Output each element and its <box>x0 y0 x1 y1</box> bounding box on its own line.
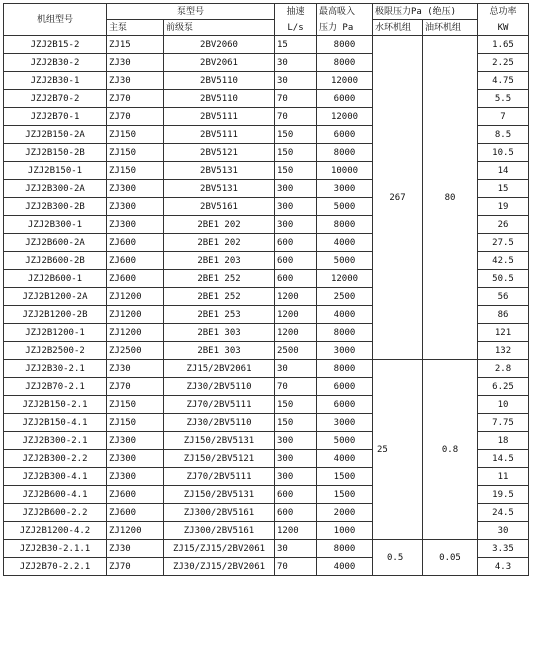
cell-model: JZJ2B70-2.1 <box>4 378 107 396</box>
cell-speed: 70 <box>275 108 317 126</box>
cell-total-power: 42.5 <box>478 252 529 270</box>
cell-total-power: 5.5 <box>478 90 529 108</box>
cell-speed: 70 <box>275 378 317 396</box>
cell-model: JZJ2B600-4.1 <box>4 486 107 504</box>
cell-main-pump: ZJ300 <box>107 432 164 450</box>
cell-total-power: 11 <box>478 468 529 486</box>
cell-max-pressure: 8000 <box>317 54 373 72</box>
cell-total-power: 14 <box>478 162 529 180</box>
cell-main-pump: ZJ150 <box>107 162 164 180</box>
cell-pre-pump: ZJ30/2BV5110 <box>164 378 275 396</box>
header-speed <box>275 4 317 36</box>
cell-model: JZJ2B600-2.2 <box>4 504 107 522</box>
cell-max-pressure: 4000 <box>317 306 373 324</box>
cell-total-power: 18 <box>478 432 529 450</box>
cell-pre-pump: 2BE1 202 <box>164 216 275 234</box>
cell-main-pump: ZJ1200 <box>107 522 164 540</box>
cell-main-pump: ZJ300 <box>107 450 164 468</box>
cell-max-pressure: 5000 <box>317 252 373 270</box>
cell-model: JZJ2B1200-2B <box>4 306 107 324</box>
cell-speed: 2500 <box>275 342 317 360</box>
cell-speed: 300 <box>275 450 317 468</box>
cell-pre-pump: 2BV5110 <box>164 72 275 90</box>
cell-total-power: 7 <box>478 108 529 126</box>
cell-total-power: 121 <box>478 324 529 342</box>
cell-max-pressure: 6000 <box>317 378 373 396</box>
cell-total-power: 19.5 <box>478 486 529 504</box>
cell-speed: 30 <box>275 360 317 378</box>
cell-max-pressure: 12000 <box>317 72 373 90</box>
cell-speed: 150 <box>275 144 317 162</box>
cell-total-power: 19 <box>478 198 529 216</box>
cell-main-pump: ZJ600 <box>107 234 164 252</box>
cell-main-pump: ZJ150 <box>107 144 164 162</box>
header-oil-ring: 油环机组 <box>423 20 478 36</box>
cell-main-pump: ZJ300 <box>107 216 164 234</box>
cell-main-pump: ZJ300 <box>107 468 164 486</box>
cell-max-pressure: 6000 <box>317 396 373 414</box>
header-speed-line2: L/s <box>287 22 304 33</box>
cell-max-pressure: 2500 <box>317 288 373 306</box>
cell-total-power: 4.3 <box>478 558 529 576</box>
cell-max-pressure: 2000 <box>317 504 373 522</box>
cell-total-power: 56 <box>478 288 529 306</box>
cell-speed: 1200 <box>275 306 317 324</box>
cell-model: JZJ2B2500-2 <box>4 342 107 360</box>
cell-pre-pump: 2BV5131 <box>164 162 275 180</box>
cell-max-pressure: 5000 <box>317 198 373 216</box>
cell-main-pump: ZJ600 <box>107 252 164 270</box>
cell-pre-pump: 2BV2060 <box>164 36 275 54</box>
cell-model: JZJ2B600-1 <box>4 270 107 288</box>
cell-total-power: 7.75 <box>478 414 529 432</box>
cell-model: JZJ2B30-1 <box>4 72 107 90</box>
cell-speed: 150 <box>275 162 317 180</box>
cell-model: JZJ2B150-1 <box>4 162 107 180</box>
header-power <box>478 4 529 36</box>
header-max-pressure-line2: 压力 Pa <box>319 22 354 33</box>
cell-pre-pump: 2BE1 203 <box>164 252 275 270</box>
cell-model: JZJ2B150-4.1 <box>4 414 107 432</box>
cell-pre-pump: 2BV5121 <box>164 144 275 162</box>
cell-main-pump: ZJ15 <box>107 36 164 54</box>
cell-speed: 600 <box>275 504 317 522</box>
header-limit-pressure: 极限压力Pa (绝压) <box>373 4 478 20</box>
cell-total-power: 132 <box>478 342 529 360</box>
cell-main-pump: ZJ1200 <box>107 306 164 324</box>
cell-total-power: 8.5 <box>478 126 529 144</box>
cell-total-power: 30 <box>478 522 529 540</box>
cell-pre-pump: 2BV5111 <box>164 108 275 126</box>
cell-pre-pump: 2BE1 202 <box>164 234 275 252</box>
cell-speed: 300 <box>275 432 317 450</box>
cell-pre-pump: ZJ30/2BV5110 <box>164 414 275 432</box>
cell-pre-pump: ZJ30/ZJ15/2BV2061 <box>164 558 275 576</box>
cell-speed: 70 <box>275 90 317 108</box>
table-row <box>4 360 529 378</box>
cell-total-power: 1.65 <box>478 36 529 54</box>
cell-speed: 150 <box>275 126 317 144</box>
cell-speed: 600 <box>275 270 317 288</box>
cell-max-pressure: 10000 <box>317 162 373 180</box>
cell-pre-pump: 2BE1 303 <box>164 324 275 342</box>
cell-oil-ring-limit: 0.8 <box>423 360 478 540</box>
table-row <box>4 540 529 558</box>
cell-total-power: 86 <box>478 306 529 324</box>
cell-speed: 150 <box>275 396 317 414</box>
cell-pre-pump: 2BE1 252 <box>164 288 275 306</box>
cell-oil-ring-limit: 0.05 <box>423 540 478 576</box>
cell-main-pump: ZJ150 <box>107 396 164 414</box>
cell-main-pump: ZJ150 <box>107 414 164 432</box>
cell-max-pressure: 6000 <box>317 126 373 144</box>
cell-speed: 30 <box>275 72 317 90</box>
cell-max-pressure: 8000 <box>317 36 373 54</box>
header-pump-type: 泵型号 <box>107 4 275 20</box>
cell-main-pump: ZJ2500 <box>107 342 164 360</box>
cell-speed: 70 <box>275 558 317 576</box>
cell-speed: 30 <box>275 540 317 558</box>
cell-max-pressure: 12000 <box>317 108 373 126</box>
cell-speed: 300 <box>275 198 317 216</box>
cell-speed: 15 <box>275 36 317 54</box>
cell-main-pump: ZJ300 <box>107 180 164 198</box>
cell-water-ring-limit: 0.5 <box>373 540 423 576</box>
header-model: 机组型号 <box>4 4 107 36</box>
cell-pre-pump: 2BV2061 <box>164 54 275 72</box>
cell-model: JZJ2B300-2B <box>4 198 107 216</box>
cell-model: JZJ2B1200-1 <box>4 324 107 342</box>
cell-speed: 1200 <box>275 324 317 342</box>
cell-model: JZJ2B300-2.2 <box>4 450 107 468</box>
cell-main-pump: ZJ70 <box>107 108 164 126</box>
cell-speed: 30 <box>275 54 317 72</box>
cell-model: JZJ2B600-2A <box>4 234 107 252</box>
cell-max-pressure: 12000 <box>317 270 373 288</box>
cell-speed: 300 <box>275 216 317 234</box>
cell-model: JZJ2B1200-4.2 <box>4 522 107 540</box>
cell-speed: 600 <box>275 252 317 270</box>
cell-speed: 300 <box>275 468 317 486</box>
cell-max-pressure: 4000 <box>317 450 373 468</box>
cell-total-power: 24.5 <box>478 504 529 522</box>
cell-main-pump: ZJ600 <box>107 504 164 522</box>
cell-total-power: 3.35 <box>478 540 529 558</box>
cell-pre-pump: ZJ150/2BV5131 <box>164 432 275 450</box>
spec-table-wrapper <box>3 3 529 576</box>
cell-max-pressure: 1500 <box>317 486 373 504</box>
cell-speed: 1200 <box>275 522 317 540</box>
cell-main-pump: ZJ300 <box>107 198 164 216</box>
cell-total-power: 10 <box>478 396 529 414</box>
cell-pre-pump: ZJ15/ZJ15/2BV2061 <box>164 540 275 558</box>
cell-main-pump: ZJ1200 <box>107 324 164 342</box>
cell-max-pressure: 3000 <box>317 180 373 198</box>
cell-model: JZJ2B70-2.2.1 <box>4 558 107 576</box>
cell-pre-pump: ZJ300/2BV5161 <box>164 504 275 522</box>
header-power-line1: 总功率 <box>489 6 517 17</box>
cell-model: JZJ2B300-1 <box>4 216 107 234</box>
cell-model: JZJ2B300-4.1 <box>4 468 107 486</box>
cell-total-power: 2.8 <box>478 360 529 378</box>
cell-max-pressure: 8000 <box>317 540 373 558</box>
cell-water-ring-limit: 267 <box>373 36 423 360</box>
cell-model: JZJ2B30-2 <box>4 54 107 72</box>
cell-speed: 600 <box>275 234 317 252</box>
cell-model: JZJ2B30-2.1.1 <box>4 540 107 558</box>
header-max-pressure-line1: 最高吸入 <box>319 6 356 17</box>
cell-speed: 1200 <box>275 288 317 306</box>
cell-main-pump: ZJ30 <box>107 72 164 90</box>
table-row <box>4 36 529 54</box>
cell-max-pressure: 4000 <box>317 558 373 576</box>
cell-main-pump: ZJ30 <box>107 540 164 558</box>
cell-water-ring-limit: 25 <box>373 360 423 540</box>
cell-model: JZJ2B1200-2A <box>4 288 107 306</box>
header-main-pump: 主泵 <box>107 20 164 36</box>
cell-pre-pump: ZJ300/2BV5161 <box>164 522 275 540</box>
cell-pre-pump: ZJ150/2BV5121 <box>164 450 275 468</box>
cell-main-pump: ZJ70 <box>107 378 164 396</box>
cell-total-power: 2.25 <box>478 54 529 72</box>
cell-speed: 150 <box>275 414 317 432</box>
cell-oil-ring-limit: 80 <box>423 36 478 360</box>
cell-total-power: 15 <box>478 180 529 198</box>
cell-pre-pump: 2BV5111 <box>164 126 275 144</box>
cell-max-pressure: 6000 <box>317 90 373 108</box>
cell-max-pressure: 1500 <box>317 468 373 486</box>
header-pre-pump: 前级泵 <box>164 20 275 36</box>
cell-max-pressure: 8000 <box>317 324 373 342</box>
cell-max-pressure: 8000 <box>317 360 373 378</box>
cell-pre-pump: ZJ150/2BV5131 <box>164 486 275 504</box>
cell-main-pump: ZJ30 <box>107 54 164 72</box>
cell-pre-pump: ZJ70/2BV5111 <box>164 396 275 414</box>
header-row-1 <box>4 4 529 20</box>
cell-model: JZJ2B150-2B <box>4 144 107 162</box>
cell-pre-pump: 2BE1 252 <box>164 270 275 288</box>
cell-total-power: 27.5 <box>478 234 529 252</box>
cell-total-power: 26 <box>478 216 529 234</box>
cell-pre-pump: 2BE1 253 <box>164 306 275 324</box>
cell-main-pump: ZJ600 <box>107 270 164 288</box>
cell-pre-pump: ZJ70/2BV5111 <box>164 468 275 486</box>
cell-model: JZJ2B70-2 <box>4 90 107 108</box>
cell-total-power: 6.25 <box>478 378 529 396</box>
cell-model: JZJ2B15-2 <box>4 36 107 54</box>
cell-main-pump: ZJ70 <box>107 90 164 108</box>
cell-pre-pump: 2BV5110 <box>164 90 275 108</box>
cell-main-pump: ZJ1200 <box>107 288 164 306</box>
cell-total-power: 14.5 <box>478 450 529 468</box>
cell-model: JZJ2B300-2.1 <box>4 432 107 450</box>
cell-max-pressure: 1000 <box>317 522 373 540</box>
cell-max-pressure: 8000 <box>317 144 373 162</box>
header-speed-line1: 抽速 <box>286 6 305 17</box>
cell-model: JZJ2B30-2.1 <box>4 360 107 378</box>
cell-main-pump: ZJ30 <box>107 360 164 378</box>
spec-table-body <box>4 36 529 576</box>
cell-total-power: 50.5 <box>478 270 529 288</box>
cell-model: JZJ2B300-2A <box>4 180 107 198</box>
cell-max-pressure: 4000 <box>317 234 373 252</box>
vacuum-unit-spec-table <box>3 3 529 576</box>
cell-pre-pump: ZJ15/2BV2061 <box>164 360 275 378</box>
header-water-ring: 水环机组 <box>373 20 423 36</box>
cell-model: JZJ2B600-2B <box>4 252 107 270</box>
cell-model: JZJ2B150-2A <box>4 126 107 144</box>
cell-max-pressure: 3000 <box>317 342 373 360</box>
cell-model: JZJ2B150-2.1 <box>4 396 107 414</box>
cell-total-power: 4.75 <box>478 72 529 90</box>
cell-main-pump: ZJ70 <box>107 558 164 576</box>
header-max-pressure <box>317 4 373 36</box>
cell-pre-pump: 2BV5161 <box>164 198 275 216</box>
cell-main-pump: ZJ600 <box>107 486 164 504</box>
cell-main-pump: ZJ150 <box>107 126 164 144</box>
cell-max-pressure: 5000 <box>317 432 373 450</box>
cell-speed: 600 <box>275 486 317 504</box>
header-power-line2: KW <box>497 22 509 33</box>
cell-max-pressure: 8000 <box>317 216 373 234</box>
cell-pre-pump: 2BV5131 <box>164 180 275 198</box>
cell-total-power: 10.5 <box>478 144 529 162</box>
cell-pre-pump: 2BE1 303 <box>164 342 275 360</box>
cell-max-pressure: 3000 <box>317 414 373 432</box>
cell-model: JZJ2B70-1 <box>4 108 107 126</box>
cell-speed: 300 <box>275 180 317 198</box>
